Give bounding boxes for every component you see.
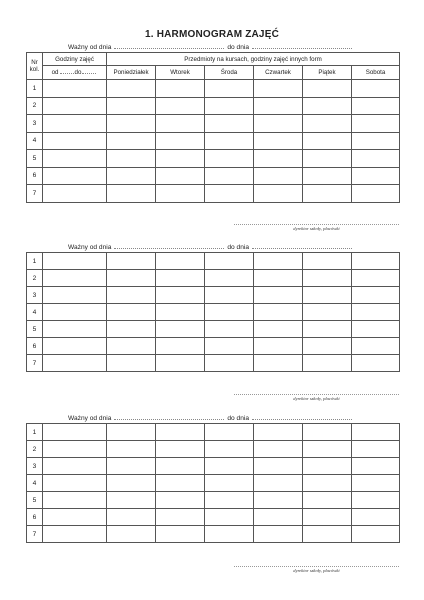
schedule-cell[interactable] [205, 509, 254, 526]
schedule-cell[interactable] [205, 441, 254, 458]
schedule-cell[interactable] [107, 185, 156, 203]
row-number: 1 [27, 253, 43, 270]
table-row [27, 167, 400, 185]
hours-cell[interactable] [43, 492, 107, 509]
schedule-cell[interactable] [156, 287, 205, 304]
schedule-cell[interactable] [254, 526, 303, 543]
schedule-table-3 [26, 423, 400, 543]
schedule-cell[interactable] [205, 287, 254, 304]
schedule-table-1 [26, 52, 400, 203]
schedule-cell[interactable] [303, 132, 352, 150]
day-header-friday: Piątek [303, 66, 352, 80]
schedule-cell[interactable] [156, 150, 205, 168]
schedule-cell[interactable] [156, 115, 205, 133]
schedule-cell[interactable] [303, 287, 352, 304]
schedule-cell[interactable] [156, 441, 205, 458]
schedule-cell[interactable] [303, 80, 352, 98]
schedule-cell[interactable] [205, 253, 254, 270]
schedule-cell[interactable] [254, 115, 303, 133]
hours-cell[interactable] [43, 185, 107, 203]
valid-from-label: Ważny od dnia [68, 44, 112, 51]
schedule-cell[interactable] [352, 321, 400, 338]
row-number: 3 [27, 458, 43, 475]
schedule-cell[interactable] [156, 185, 205, 203]
schedule-cell[interactable] [205, 80, 254, 98]
schedule-cell[interactable] [254, 304, 303, 321]
table-row [27, 321, 400, 338]
schedule-cell[interactable] [205, 526, 254, 543]
schedule-cell[interactable] [303, 185, 352, 203]
schedule-cell[interactable] [303, 338, 352, 355]
valid-from-field[interactable] [114, 413, 224, 420]
table-row [27, 355, 400, 372]
hours-cell[interactable] [43, 80, 107, 98]
schedule-cell[interactable] [156, 304, 205, 321]
schedule-cell[interactable] [107, 321, 156, 338]
schedule-cell[interactable] [254, 424, 303, 441]
schedule-cell[interactable] [156, 132, 205, 150]
hours-cell[interactable] [43, 509, 107, 526]
table-row [27, 80, 400, 98]
signature-line-1: dyrektor szkoły, placówki [234, 224, 399, 231]
validity-line-1 [68, 42, 368, 52]
schedule-cell[interactable] [107, 150, 156, 168]
valid-to-label: do dnia [227, 415, 250, 422]
schedule-cell[interactable] [156, 167, 205, 185]
table-row [27, 270, 400, 287]
schedule-cell[interactable] [254, 150, 303, 168]
table-row [27, 509, 400, 526]
day-header-thursday: Czwartek [254, 66, 303, 80]
schedule-cell[interactable] [156, 458, 205, 475]
to-label: do [74, 69, 82, 76]
table-row [27, 115, 400, 133]
table-row [27, 338, 400, 355]
schedule-cell[interactable] [107, 424, 156, 441]
table-row [27, 458, 400, 475]
hours-cell[interactable] [43, 355, 107, 372]
hours-cell[interactable] [43, 97, 107, 115]
schedule-cell[interactable] [352, 424, 400, 441]
schedule-cell[interactable] [156, 424, 205, 441]
schedule-cell[interactable] [205, 492, 254, 509]
hours-range-header [43, 66, 107, 80]
row-number: 6 [27, 167, 43, 185]
schedule-cell[interactable] [205, 338, 254, 355]
table-row [27, 97, 400, 115]
schedule-cell[interactable] [205, 185, 254, 203]
schedule-cell[interactable] [303, 321, 352, 338]
schedule-cell[interactable] [254, 167, 303, 185]
hours-cell[interactable] [43, 150, 107, 168]
schedule-cell[interactable] [107, 509, 156, 526]
validity-line-3 [68, 413, 368, 423]
schedule-cell[interactable] [205, 115, 254, 133]
row-number: 5 [27, 321, 43, 338]
schedule-cell[interactable] [205, 167, 254, 185]
validity-line-2 [68, 242, 368, 252]
schedule-cell[interactable] [205, 355, 254, 372]
table-row [27, 132, 400, 150]
row-number: 7 [27, 355, 43, 372]
schedule-cell[interactable] [156, 321, 205, 338]
schedule-cell[interactable] [107, 355, 156, 372]
schedule-cell[interactable] [254, 97, 303, 115]
row-number: 3 [27, 115, 43, 133]
document-title: 1. HARMONOGRAM ZAJĘĆ [144, 29, 279, 40]
schedule-cell[interactable] [352, 304, 400, 321]
table-row [27, 304, 400, 321]
day-header-saturday: Sobota [352, 66, 400, 80]
schedule-cell[interactable] [156, 526, 205, 543]
row-number: 2 [27, 97, 43, 115]
schedule-cell[interactable] [156, 338, 205, 355]
schedule-cell[interactable] [352, 270, 400, 287]
schedule-cell[interactable] [107, 253, 156, 270]
day-header-monday: Poniedziałek [107, 66, 156, 80]
schedule-cell[interactable] [107, 338, 156, 355]
schedule-cell[interactable] [303, 441, 352, 458]
schedule-cell[interactable] [156, 492, 205, 509]
table-row [27, 150, 400, 168]
schedule-cell[interactable] [205, 97, 254, 115]
schedule-cell[interactable] [254, 355, 303, 372]
hours-cell[interactable] [43, 132, 107, 150]
hours-cell[interactable] [43, 475, 107, 492]
schedule-cell[interactable] [352, 475, 400, 492]
schedule-cell[interactable] [303, 458, 352, 475]
schedule-cell[interactable] [254, 492, 303, 509]
valid-to-field[interactable] [252, 42, 352, 49]
valid-from-field[interactable] [114, 42, 224, 49]
table-row [27, 492, 400, 509]
schedule-cell[interactable] [107, 526, 156, 543]
hours-cell[interactable] [43, 321, 107, 338]
row-number: 7 [27, 185, 43, 203]
hours-cell[interactable] [43, 338, 107, 355]
row-number: 3 [27, 287, 43, 304]
schedule-cell[interactable] [254, 441, 303, 458]
signature-line-2: dyrektor szkoły, placówki [234, 394, 399, 401]
valid-to-field[interactable] [252, 413, 352, 420]
schedule-cell[interactable] [156, 97, 205, 115]
hours-cell[interactable] [43, 167, 107, 185]
schedule-cell[interactable] [254, 253, 303, 270]
hours-header: Godziny zajęć [43, 53, 107, 66]
schedule-cell[interactable] [254, 338, 303, 355]
schedule-cell[interactable] [205, 321, 254, 338]
schedule-cell[interactable] [303, 270, 352, 287]
schedule-cell[interactable] [352, 441, 400, 458]
schedule-cell[interactable] [254, 185, 303, 203]
schedule-cell[interactable] [303, 150, 352, 168]
schedule-cell[interactable] [303, 526, 352, 543]
schedule-cell[interactable] [352, 338, 400, 355]
schedule-cell[interactable] [352, 355, 400, 372]
schedule-cell[interactable] [352, 80, 400, 98]
schedule-cell[interactable] [303, 97, 352, 115]
day-header-wednesday: Środa [205, 66, 254, 80]
table-row [27, 526, 400, 543]
subjects-header: Przedmioty na kursach, godziny zajęć innych form [107, 53, 400, 66]
table-row [27, 441, 400, 458]
table-row [27, 424, 400, 441]
schedule-cell[interactable] [303, 424, 352, 441]
schedule-cell[interactable] [107, 80, 156, 98]
schedule-cell[interactable] [254, 475, 303, 492]
schedule-cell[interactable] [254, 132, 303, 150]
schedule-cell[interactable] [254, 458, 303, 475]
schedule-cell[interactable] [352, 132, 400, 150]
hours-cell[interactable] [43, 253, 107, 270]
hours-cell[interactable] [43, 304, 107, 321]
schedule-cell[interactable] [205, 270, 254, 287]
schedule-cell[interactable] [254, 321, 303, 338]
schedule-cell[interactable] [352, 492, 400, 509]
valid-to-label: do dnia [227, 44, 250, 51]
schedule-cell[interactable] [107, 441, 156, 458]
row-number: 7 [27, 526, 43, 543]
schedule-cell[interactable] [303, 253, 352, 270]
table-row [27, 475, 400, 492]
schedule-cell[interactable] [107, 115, 156, 133]
schedule-cell[interactable] [107, 287, 156, 304]
schedule-cell[interactable] [352, 509, 400, 526]
row-number: 2 [27, 441, 43, 458]
schedule-cell[interactable] [107, 458, 156, 475]
schedule-cell[interactable] [156, 253, 205, 270]
schedule-cell[interactable] [352, 185, 400, 203]
schedule-cell[interactable] [303, 492, 352, 509]
schedule-cell[interactable] [107, 492, 156, 509]
row-number: 6 [27, 509, 43, 526]
from-label: od [51, 69, 59, 76]
schedule-cell[interactable] [352, 167, 400, 185]
day-header-tuesday: Wtorek [156, 66, 205, 80]
schedule-cell[interactable] [352, 287, 400, 304]
schedule-cell[interactable] [303, 115, 352, 133]
row-number: 4 [27, 475, 43, 492]
schedule-cell[interactable] [156, 355, 205, 372]
nr-kol-header: Nr kol. [27, 53, 43, 80]
table-row [27, 185, 400, 203]
schedule-cell[interactable] [107, 167, 156, 185]
schedule-cell[interactable] [107, 270, 156, 287]
row-number: 4 [27, 304, 43, 321]
schedule-cell[interactable] [156, 270, 205, 287]
schedule-cell[interactable] [156, 475, 205, 492]
schedule-cell[interactable] [254, 270, 303, 287]
valid-from-field[interactable] [114, 242, 224, 249]
schedule-cell[interactable] [352, 458, 400, 475]
hours-cell[interactable] [43, 424, 107, 441]
valid-from-label: Ważny od dnia [68, 415, 112, 422]
schedule-cell[interactable] [254, 509, 303, 526]
schedule-cell[interactable] [303, 304, 352, 321]
schedule-cell[interactable] [205, 458, 254, 475]
valid-to-field[interactable] [252, 242, 352, 249]
row-number: 5 [27, 150, 43, 168]
schedule-cell[interactable] [205, 304, 254, 321]
schedule-cell[interactable] [107, 132, 156, 150]
hours-cell[interactable] [43, 270, 107, 287]
hours-cell[interactable] [43, 526, 107, 543]
schedule-cell[interactable] [352, 253, 400, 270]
schedule-cell[interactable] [254, 287, 303, 304]
schedule-cell[interactable] [254, 80, 303, 98]
schedule-table-2 [26, 252, 400, 372]
hours-cell[interactable] [43, 115, 107, 133]
table-row [27, 253, 400, 270]
schedule-cell[interactable] [303, 475, 352, 492]
hours-cell[interactable] [43, 287, 107, 304]
schedule-cell[interactable] [107, 475, 156, 492]
signature-line-3: dyrektor szkoły, placówki [234, 566, 399, 573]
row-number: 4 [27, 132, 43, 150]
schedule-cell[interactable] [303, 167, 352, 185]
schedule-cell[interactable] [205, 132, 254, 150]
schedule-cell[interactable] [352, 97, 400, 115]
row-number: 1 [27, 424, 43, 441]
row-number: 6 [27, 338, 43, 355]
schedule-cell[interactable] [352, 115, 400, 133]
schedule-cell[interactable] [107, 304, 156, 321]
schedule-cell[interactable] [352, 526, 400, 543]
hours-cell[interactable] [43, 441, 107, 458]
valid-to-label: do dnia [227, 244, 250, 251]
schedule-cell[interactable] [303, 355, 352, 372]
schedule-cell[interactable] [205, 150, 254, 168]
schedule-cell[interactable] [303, 509, 352, 526]
row-number: 2 [27, 270, 43, 287]
schedule-cell[interactable] [205, 475, 254, 492]
schedule-cell[interactable] [156, 80, 205, 98]
table-row [27, 287, 400, 304]
schedule-cell[interactable] [352, 150, 400, 168]
hours-cell[interactable] [43, 458, 107, 475]
schedule-cell[interactable] [107, 97, 156, 115]
valid-from-label: Ważny od dnia [68, 244, 112, 251]
row-number: 1 [27, 80, 43, 98]
schedule-cell[interactable] [156, 509, 205, 526]
row-number: 5 [27, 492, 43, 509]
schedule-cell[interactable] [205, 424, 254, 441]
